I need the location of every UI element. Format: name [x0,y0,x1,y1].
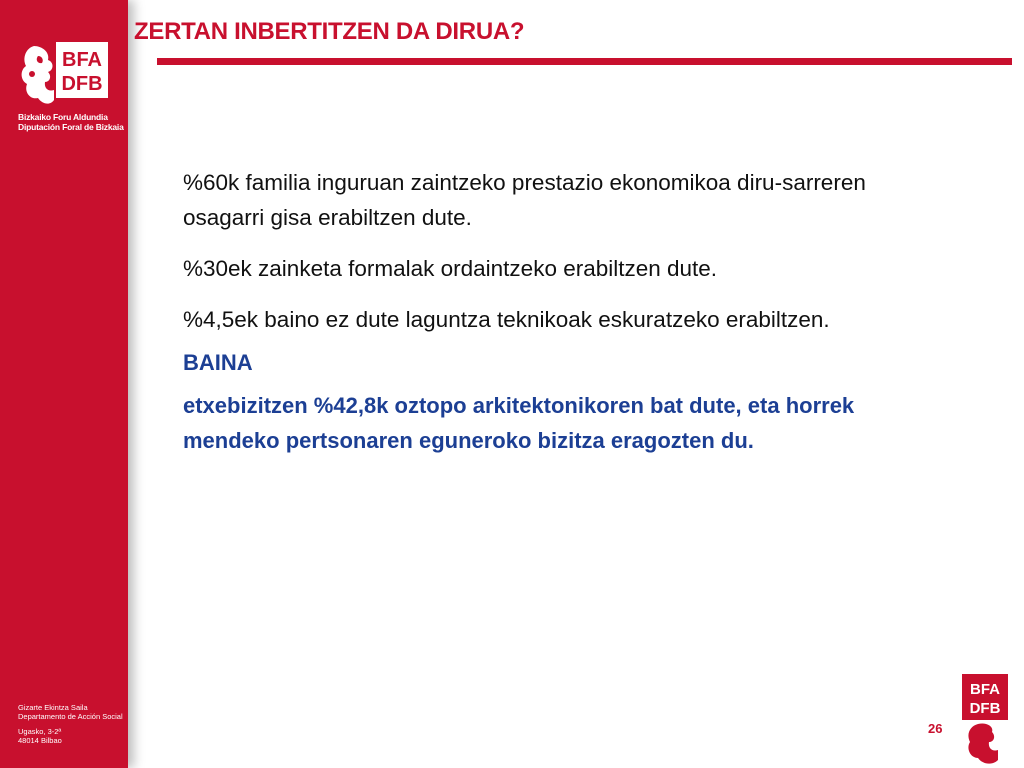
department-basque: Gizarte Ekintza Saila [18,703,88,712]
corner-logo-text-top: BFA [970,681,1000,698]
corner-logo-text-bottom: DFB [969,700,1001,717]
highlight-heading: BAINA [183,350,253,375]
department-info [18,703,126,745]
address-line-2: 48014 Bilbao [18,736,62,745]
org-name-spanish: Diputación Foral de Bizkaia [18,122,124,132]
org-name-basque: Bizkaiko Foru Aldundia [18,112,108,122]
logo-text-bottom: DFB [61,73,103,95]
heraldic-oak-icon [22,46,54,104]
highlight-text: etxebizitzen %42,8k oztopo arkitektonikoren bat dute, eta horrek mendeko pertsonaren eguneroko bizitza eragozten du. [183,393,855,453]
paragraph-1: %60k familia inguruan zaintzeko prestazio ekonomikoa diru-sarreren osagarri gisa erabiltzen dute. [183,170,866,230]
page-number: 26 [928,721,943,736]
department-spanish: Departamento de Acción Social [18,712,123,721]
paragraph-3: %4,5ek baino ez dute laguntza teknikoak eskuratzeko erabiltzen. [183,307,830,332]
slide-body [183,165,953,474]
paragraph-2: %30ek zainketa formalak ordaintzeko erabiltzen dute. [183,256,718,281]
slide-title: ZERTAN INBERTITZEN DA DIRUA? [134,18,525,45]
address-line-1: Ugasko, 3-2ª [18,727,62,736]
title-underline [157,58,1012,65]
bfa-dfb-logo [18,38,110,110]
org-name [18,112,124,132]
logo-text-top: BFA [62,49,102,71]
heraldic-oak-icon [968,723,998,763]
sidebar [0,0,128,768]
corner-logo [958,672,1012,768]
